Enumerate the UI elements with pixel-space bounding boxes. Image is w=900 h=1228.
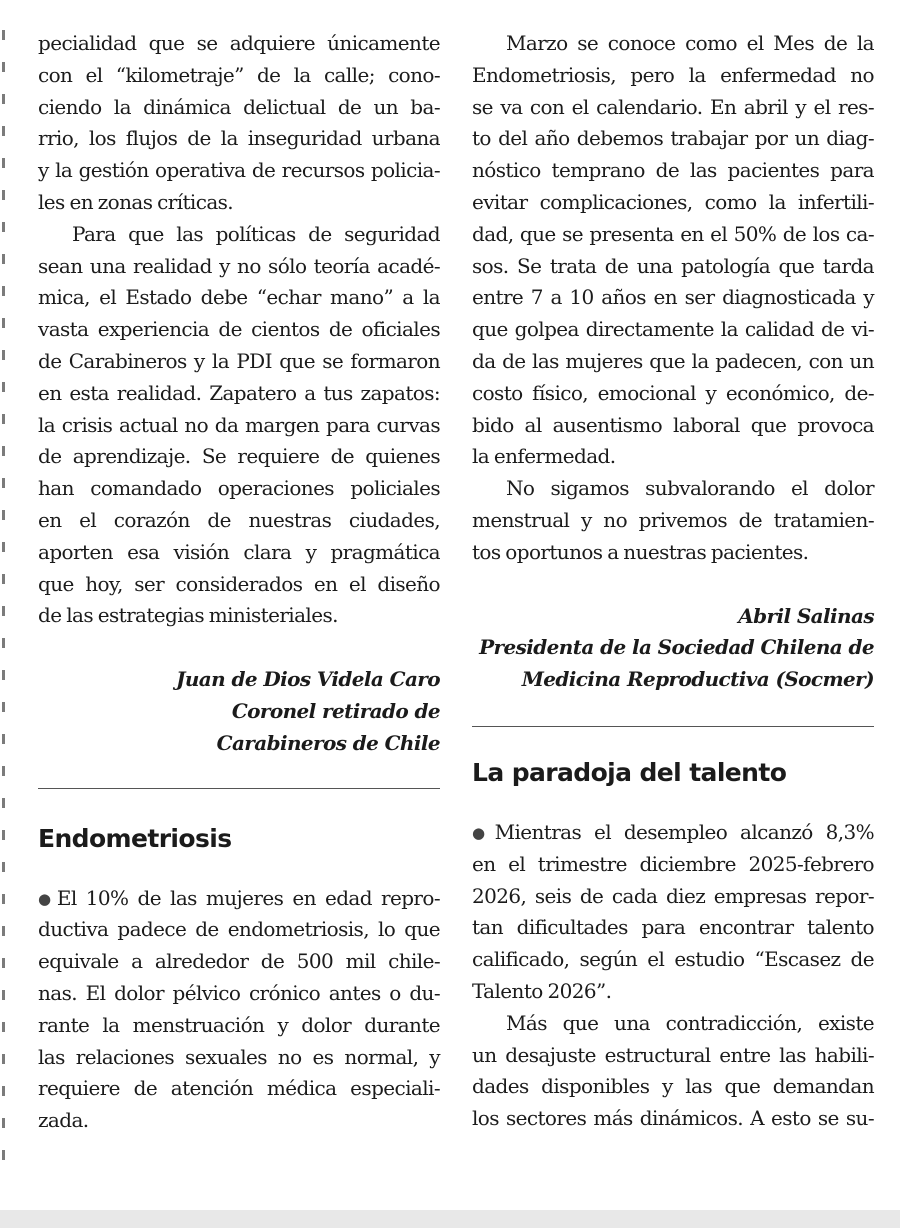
text-line — [38, 537, 440, 569]
text-line-content: ciendo la dinámica delictual de un ba- — [38, 94, 440, 119]
crop-mark — [2, 254, 5, 264]
text-line — [472, 378, 874, 410]
crop-mark — [2, 286, 5, 296]
text-line-content: costo físico, emocional y económico, de- — [472, 380, 874, 405]
text-line — [38, 473, 440, 505]
text-line — [38, 1010, 440, 1042]
text-line — [472, 441, 874, 473]
crop-mark — [2, 62, 5, 72]
signature-affiliation: Medicina Reproductiva (Socmer) — [521, 667, 874, 692]
text-line-content: las relaciones sexuales no es normal, y — [38, 1044, 440, 1069]
headline-endometriosis: Endometriosis — [38, 823, 232, 853]
crop-mark — [2, 766, 5, 776]
crop-mark — [2, 574, 5, 584]
text-line-content: bido al ausentismo laboral que provoca — [472, 412, 874, 437]
text-line — [472, 251, 874, 283]
crop-mark — [2, 94, 5, 104]
text-line — [472, 1071, 874, 1103]
crop-mark — [2, 958, 5, 968]
text-line-content: dad, que se presenta en el 50% de los ca- — [472, 221, 874, 246]
text-line — [38, 155, 440, 187]
text-line — [38, 187, 440, 219]
crop-mark — [2, 542, 5, 552]
text-line — [38, 92, 440, 124]
text-line — [38, 60, 440, 92]
text-line-content: aporten esa visión clara y pragmática — [38, 539, 440, 564]
text-line — [38, 1105, 440, 1137]
text-line-content: en el trimestre diciembre 2025-febrero — [472, 851, 874, 876]
text-line-content: requiere de atención médica especiali- — [38, 1076, 440, 1101]
crop-mark — [2, 990, 5, 1000]
crop-mark — [2, 350, 5, 360]
text-line-content: Para que las políticas de seguridad — [72, 221, 440, 246]
text-line-content: tos oportunos a nuestras pacientes. — [472, 539, 809, 564]
text-line — [472, 314, 874, 346]
text-line-content: la crisis actual no da margen para curvas — [38, 412, 440, 437]
crop-mark — [2, 862, 5, 872]
text-line-content: ductiva padece de endometriosis, lo que — [38, 917, 440, 942]
crop-mark — [2, 446, 5, 456]
signature-title: Coronel retirado de — [231, 698, 440, 723]
crop-mark — [2, 222, 5, 232]
crop-mark — [2, 382, 5, 392]
crop-mark — [2, 510, 5, 520]
text-line — [472, 155, 874, 187]
crop-mark — [2, 606, 5, 616]
text-line-content: vasta experiencia de cientos de oficiales — [38, 317, 440, 342]
text-line — [38, 378, 440, 410]
text-line — [472, 219, 874, 251]
crop-mark — [2, 1118, 5, 1128]
endometriosis-paragraph — [38, 883, 440, 1137]
text-line-content: y la gestión operativa de recursos policia- — [38, 158, 440, 183]
text-line-content: nóstico temprano de las pacientes para — [472, 158, 874, 183]
text-line-content: menstrual y no privemos de tratamien- — [472, 507, 874, 532]
page-bottom-edge — [0, 1210, 900, 1228]
text-line — [472, 944, 874, 976]
crop-mark — [2, 30, 5, 40]
text-line — [472, 817, 874, 849]
text-line-content: calificado, según el estudio “Escasez de — [472, 947, 874, 972]
bullet-icon: ● — [472, 823, 493, 842]
text-line-content: equivale a alrededor de 500 mil chile- — [38, 949, 440, 974]
headline-la-paradoja-del-talento: La paradoja del talento — [472, 757, 787, 787]
crop-mark — [2, 1086, 5, 1096]
letter-1-signature — [38, 664, 440, 759]
text-line-content: en esta realidad. Zapatero a tus zapatos: — [38, 380, 440, 405]
text-line — [472, 282, 874, 314]
text-line — [38, 410, 440, 442]
text-line-content: Endometriosis, pero la enfermedad no — [472, 62, 874, 87]
text-line — [472, 976, 874, 1008]
talento-paragraph-1 — [472, 817, 874, 1008]
text-line-content: Talento 2026”. — [472, 978, 612, 1003]
crop-mark — [2, 318, 5, 328]
text-line — [38, 123, 440, 155]
letter-2-signature — [472, 601, 874, 696]
text-line-content: les en zonas críticas. — [38, 189, 234, 214]
letter-1-paragraph-1 — [38, 28, 440, 219]
letter-2-paragraph-2 — [472, 473, 874, 568]
text-line — [38, 569, 440, 601]
text-line-content: mica, el Estado debe “echar mano” a la — [38, 285, 440, 310]
text-line — [472, 537, 874, 569]
text-line — [38, 28, 440, 60]
text-line — [38, 883, 440, 915]
text-line-content: 2026, seis de cada diez empresas repor- — [472, 883, 874, 908]
text-line — [472, 410, 874, 442]
letter-1-paragraph-2 — [38, 219, 440, 632]
text-line — [472, 1103, 874, 1135]
right-column — [472, 28, 874, 1135]
crop-mark — [2, 926, 5, 936]
text-line — [38, 346, 440, 378]
text-line-content: han comandado operaciones policiales — [38, 476, 440, 501]
text-line-content: en el corazón de nuestras ciudades, — [38, 507, 440, 532]
crop-mark — [2, 670, 5, 680]
crop-mark — [2, 1022, 5, 1032]
crop-mark — [2, 190, 5, 200]
crop-mark — [2, 126, 5, 136]
text-line — [38, 251, 440, 283]
text-line — [38, 282, 440, 314]
text-line — [472, 1040, 874, 1072]
crop-mark — [2, 702, 5, 712]
text-line-content: de las estrategias ministeriales. — [38, 603, 338, 628]
crop-mark — [2, 414, 5, 424]
crop-mark — [2, 830, 5, 840]
text-line-content: No sigamos subvalorando el dolor — [506, 476, 874, 501]
crop-mark — [2, 1150, 5, 1160]
text-line-content: Marzo se conoce como el Mes de la — [506, 31, 874, 55]
crop-mark — [2, 478, 5, 488]
text-line-content: dades disponibles y las que demandan — [472, 1074, 874, 1099]
text-line — [38, 441, 440, 473]
text-line-content: la enfermedad. — [472, 444, 616, 469]
text-line — [38, 946, 440, 978]
text-line-content: un desajuste estructural entre las habili- — [472, 1042, 874, 1067]
text-line — [472, 346, 874, 378]
text-line-content: rrio, los flujos de la inseguridad urbana — [38, 126, 440, 151]
text-line-content: Más que una contradicción, existe — [506, 1010, 874, 1035]
text-line-content: que hoy, ser considerados en el diseño — [38, 571, 440, 596]
signature-affiliation: Carabineros de Chile — [216, 730, 440, 755]
text-line — [38, 314, 440, 346]
text-line-content: El 10% de las mujeres en edad repro- — [56, 885, 440, 910]
signature-name: Abril Salinas — [738, 603, 874, 628]
text-line — [472, 505, 874, 537]
crop-mark — [2, 894, 5, 904]
crop-mark — [2, 638, 5, 648]
bullet-icon: ● — [38, 889, 55, 908]
text-line-content: se va con el calendario. En abril y el res- — [472, 94, 874, 119]
text-line-content: sean una realidad y no sólo teoría acadé- — [38, 253, 440, 278]
letter-2-paragraph-1 — [472, 28, 874, 473]
text-line — [38, 1073, 440, 1105]
text-line-content: entre 7 a 10 años en ser diagnosticada y — [472, 285, 874, 310]
text-line — [472, 187, 874, 219]
text-line — [38, 505, 440, 537]
text-line-content: que golpea directamente la calidad de vi- — [472, 317, 874, 342]
text-line — [472, 881, 874, 913]
text-line — [472, 912, 874, 944]
text-line-content: de Carabineros y la PDI que se formaron — [38, 348, 440, 373]
text-line — [38, 978, 440, 1010]
text-line — [38, 914, 440, 946]
text-line-content: Mientras el desempleo alcanzó 8,3% — [494, 819, 874, 844]
left-column — [38, 28, 440, 1137]
crop-mark — [2, 158, 5, 168]
left-margin-crop-marks — [2, 30, 12, 1190]
text-line — [472, 849, 874, 881]
text-line-content: sos. Se trata de una patología que tarda — [472, 253, 874, 278]
text-line-content: nas. El dolor pélvico crónico antes o du- — [38, 980, 440, 1005]
text-line-content: zada. — [38, 1108, 89, 1133]
text-line — [472, 28, 874, 60]
signature-name: Juan de Dios Videla Caro — [176, 667, 440, 692]
signature-title: Presidenta de la Sociedad Chilena de — [479, 635, 874, 660]
text-line-content: con el “kilometraje” de la calle; cono- — [38, 62, 440, 87]
text-line-content: to del año debemos trabajar por un diag- — [472, 126, 874, 151]
text-line — [472, 1008, 874, 1040]
text-line-content: de aprendizaje. Se requiere de quienes — [38, 444, 440, 469]
text-line-content: los sectores más dinámicos. A esto se su- — [472, 1106, 874, 1131]
text-line-content: rante la menstruación y dolor durante — [38, 1012, 440, 1037]
crop-mark — [2, 798, 5, 808]
text-line — [472, 123, 874, 155]
crop-mark — [2, 1054, 5, 1064]
talento-paragraph-2 — [472, 1008, 874, 1135]
crop-mark — [2, 734, 5, 744]
text-line — [472, 60, 874, 92]
text-line — [472, 473, 874, 505]
text-line-content: evitar complicaciones, como la infertili- — [472, 189, 874, 214]
text-line — [38, 600, 440, 632]
text-line — [38, 1042, 440, 1074]
text-line-content: da de las mujeres que la padecen, con un — [472, 348, 874, 373]
text-line — [38, 219, 440, 251]
text-line — [472, 92, 874, 124]
text-line-content: tan dificultades para encontrar talento — [472, 915, 874, 940]
text-line-content: pecialidad que se adquiere únicamente — [38, 31, 440, 55]
